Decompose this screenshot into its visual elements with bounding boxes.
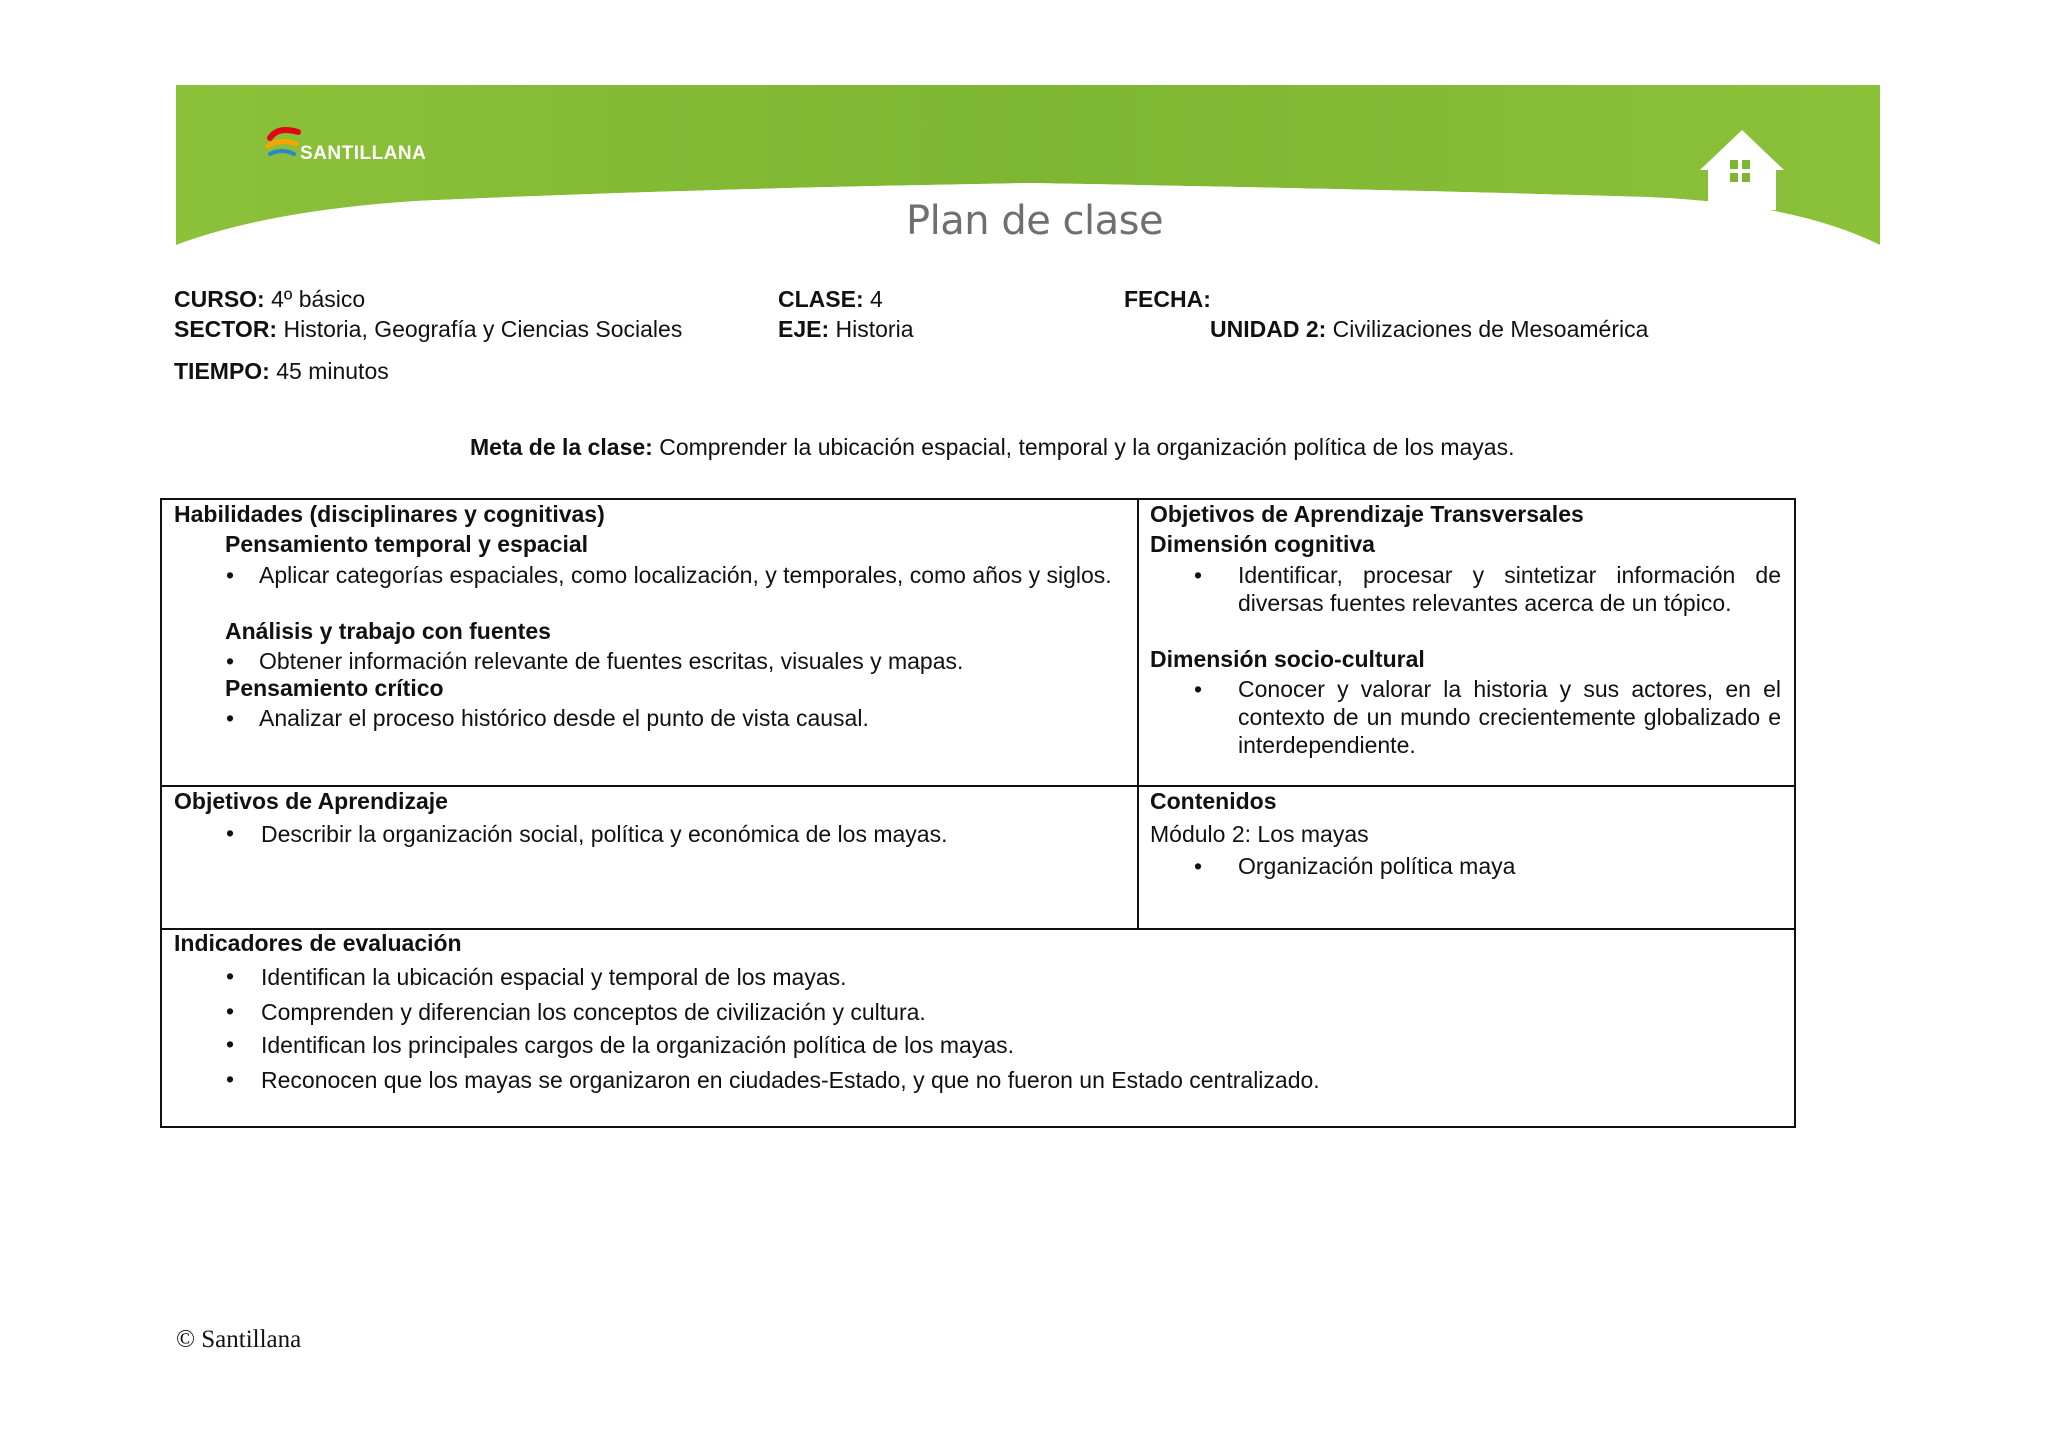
bullet-icon: • [226,562,235,588]
unidad-field: UNIDAD 2: Civilizaciones de Mesoamérica [1210,316,1649,342]
list-item: Conocer y valorar la historia y sus actores, en el contexto de un mundo crecientemente globalizado e interdependiente. [1238,676,1781,758]
list-item: Identificar, procesar y sintetizar información de diversas fuentes relevantes acerca de un tópico. [1238,562,1781,616]
bullet-icon: • [1194,676,1203,702]
oat-title: Objetivos de Aprendizaje Transversales [1150,501,1584,527]
section-heading: Pensamiento crítico [225,675,444,701]
list-item: Analizar el proceso histórico desde el punto de vista causal. [259,705,869,731]
contenidos-title: Contenidos [1150,788,1277,814]
sector-field: SECTOR: Historia, Geografía y Ciencias Sociales [174,316,683,342]
home-icon[interactable] [1696,124,1788,214]
copyright-notice: © Santillana [176,1326,302,1353]
bullet-icon: • [226,963,235,989]
module-label: Módulo 2: Los mayas [1150,821,1369,847]
brand-name: SANTILLANA [300,143,427,164]
indicadores-title: Indicadores de evaluación [174,930,462,956]
bullet-icon: • [1194,853,1203,879]
page-title: Plan de clase [906,198,1164,244]
bullet-icon: • [226,820,235,846]
clase-field: CLASE: 4 [778,286,883,312]
section-heading: Pensamiento temporal y espacial [225,531,589,557]
bullet-icon: • [226,1031,235,1057]
objetivos-title: Objetivos de Aprendizaje [174,788,448,814]
habilidades-title: Habilidades (disciplinares y cognitivas) [174,501,605,527]
list-item: Aplicar categorías espaciales, como localización, y temporales, como años y siglos. [259,562,1112,588]
eje-field: EJE: Historia [778,316,914,342]
list-item: Describir la organización social, política y económica de los mayas. [261,821,948,847]
bullet-icon: • [226,648,235,674]
santillana-logo-icon [264,124,304,164]
section-heading: Dimensión cognitiva [1150,531,1375,557]
list-item: Obtener información relevante de fuentes escritas, visuales y mapas. [259,648,964,674]
fecha-field: FECHA: [1124,286,1211,312]
curso-field: CURSO: 4º básico [174,286,366,312]
column-divider [1137,498,1139,930]
list-item: Comprenden y diferencian los conceptos de civilización y cultura. [261,999,926,1025]
list-item: Reconocen que los mayas se organizaron en ciudades-Estado, y que no fueron un Estado centralizado. [261,1067,1320,1093]
bullet-icon: • [1194,562,1203,588]
bullet-icon: • [226,705,235,731]
tiempo-field: TIEMPO: 45 minutos [174,358,389,384]
meta-de-la-clase: Meta de la clase: Comprender la ubicación espacial, temporal y la organización política de los mayas. [470,434,1515,460]
list-item: Organización política maya [1238,853,1516,879]
section-heading: Análisis y trabajo con fuentes [225,618,551,644]
section-heading: Dimensión socio-cultural [1150,646,1425,672]
bullet-icon: • [226,1066,235,1092]
bullet-icon: • [226,998,235,1024]
list-item: Identifican la ubicación espacial y temporal de los mayas. [261,964,847,990]
list-item: Identifican los principales cargos de la organización política de los mayas. [261,1032,1015,1058]
